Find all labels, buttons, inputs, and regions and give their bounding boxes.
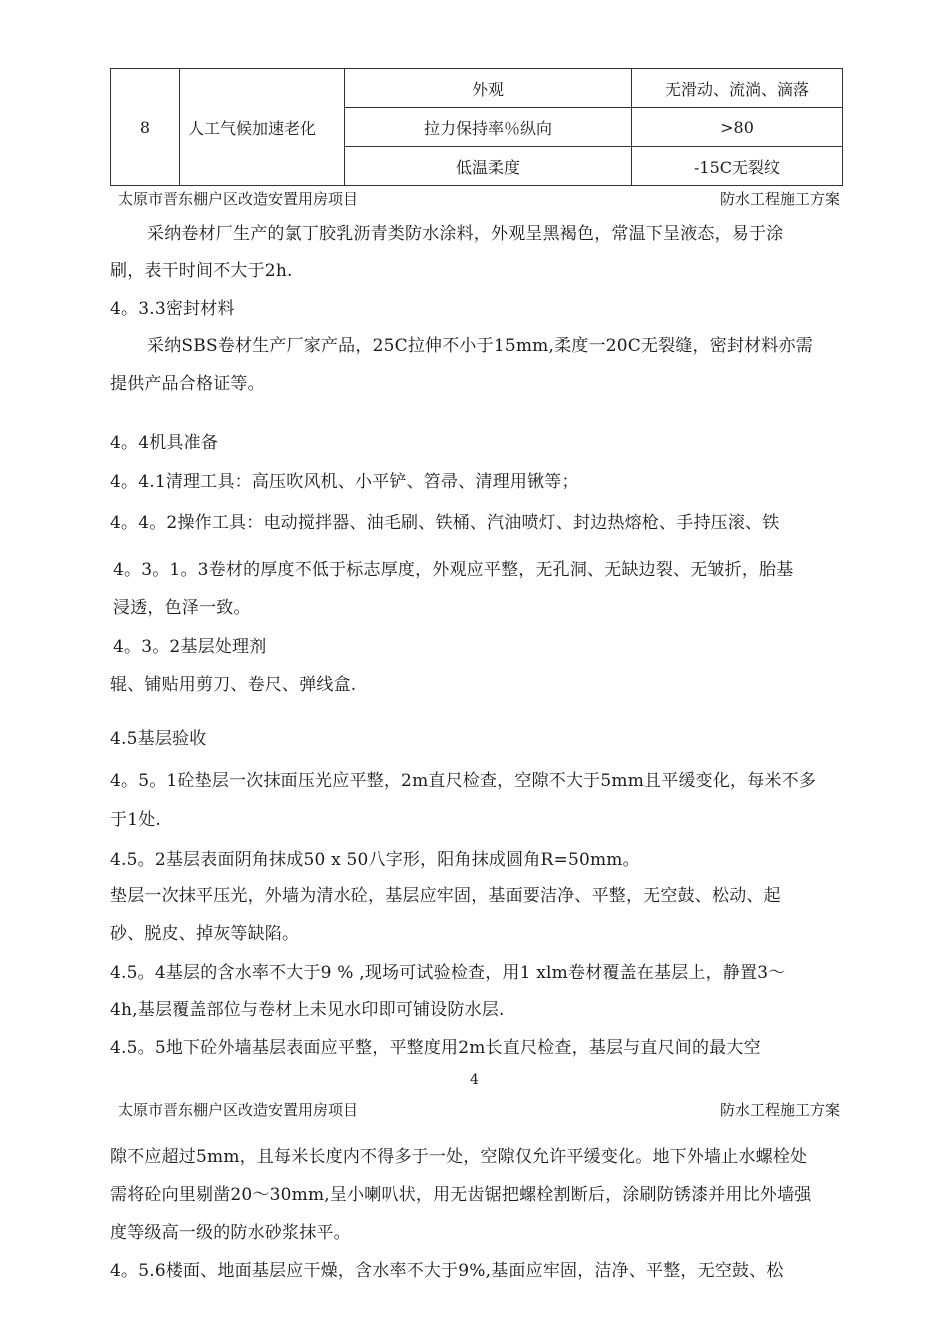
spec-table [110, 68, 843, 186]
table-row [111, 69, 843, 108]
page-header [118, 188, 840, 210]
section-heading: 4.5基层验收 [110, 729, 207, 749]
list-item: 4。4.1清理工具：高压吹风机、小平铲、笤帚、清理用锹等； [110, 472, 579, 492]
paragraph-line: 提供产品合格证等。 [110, 374, 265, 394]
paragraph-line: 砂、脱皮、掉灰等缺陷。 [110, 924, 300, 944]
list-item: 4.5。5地下砼外墙基层表面应平整，平整度用2m长直尺检查，基层与直尺间的最大空 [110, 1038, 761, 1058]
paragraph-line: 采纳SBS卷材生产厂家产品，25C拉伸不小于15mm,柔度一20C无裂缝，密封材料亦需 [147, 336, 813, 356]
paragraph-line: 刷，表干时间不大于2h. [110, 261, 293, 281]
paragraph-line: 垫层一次抹平压光，外墙为清水砼，基层应牢固，基面要洁净、平整，无空鼓、松动、起 [110, 886, 781, 906]
header-doc-title: 防水工程施工方案 [719, 190, 840, 208]
list-item: 4。3。1。3卷材的厚度不低于标志厚度，外观应平整，无孔洞、无缺边裂、无皱折，胎基 [113, 560, 794, 580]
list-item: 4。5。1砼垫层一次抹面压光应平整，2m直尺检查，空隙不大于5mm且平缓变化，每米不多 [110, 771, 817, 791]
header-project: 太原市晋东棚户区改造安置用房项目 [118, 190, 359, 208]
header-project: 太原市晋东棚户区改造安置用房项目 [118, 1101, 359, 1119]
section-heading: 4。4机具准备 [110, 433, 219, 453]
list-item: 4。5.6楼面、地面基层应干燥，含水率不大于9%,基面应牢固，洁净、平整，无空鼓、松 [110, 1261, 784, 1281]
paragraph-line: 隙不应超过5mm，且每米长度内不得多于一处，空隙仅允许平缓变化。地下外墙止水螺栓处 [110, 1147, 808, 1167]
property-cell: 低温柔度 [345, 147, 632, 186]
page-number: 4 [470, 1072, 479, 1088]
paragraph-line: 采纳卷材厂生产的氯丁胶乳沥青类防水涂料，外观呈黑褐色，常温下呈液态，易于涂 [147, 224, 784, 244]
header-doc-title: 防水工程施工方案 [719, 1101, 840, 1119]
paragraph-line: 辊、铺贴用剪刀、卷尺、弹线盒. [110, 675, 357, 695]
test-item: 人工气候加速老化 [180, 69, 345, 186]
paragraph-line: 浸透，色泽一致。 [113, 598, 251, 618]
paragraph-line: 度等级高一级的防水砂浆抹平。 [110, 1223, 351, 1243]
paragraph-line: 4h,基层覆盖部位与卷材上未见水印即可铺设防水层. [110, 1000, 505, 1020]
section-heading: 4。3.3密封材料 [110, 299, 235, 319]
value-cell: -15C无裂纹 [632, 147, 843, 186]
list-item: 4。4。2操作工具：电动搅拌器、油毛刷、铁桶、汽油喷灯、封边热熔枪、手持压滚、铁 [110, 513, 780, 533]
property-cell: 拉力保持率％纵向 [345, 108, 632, 147]
section-heading: 4。3。2基层处理剂 [113, 637, 267, 657]
paragraph-line: 需将砼向里剔凿20〜30mm,呈小喇叭状，用无齿锯把螺栓割断后，涂刷防锈漆并用比外墙强 [110, 1185, 812, 1205]
paragraph-line: 于1处. [110, 810, 162, 830]
value-cell: >80 [632, 108, 843, 147]
list-item: 4.5。4基层的含水率不大于9 % ,现场可试验检查，用1 xlm卷材覆盖在基层上，静置3〜 [110, 963, 786, 983]
property-cell: 外观 [345, 69, 632, 108]
page-header [118, 1099, 840, 1121]
value-cell: 无滑动、流淌、滴落 [632, 69, 843, 108]
list-item: 4.5。2基层表面阴角抹成50 x 50八字形，阳角抹成圆角R=50mm。 [110, 850, 640, 870]
row-number: 8 [111, 69, 180, 186]
